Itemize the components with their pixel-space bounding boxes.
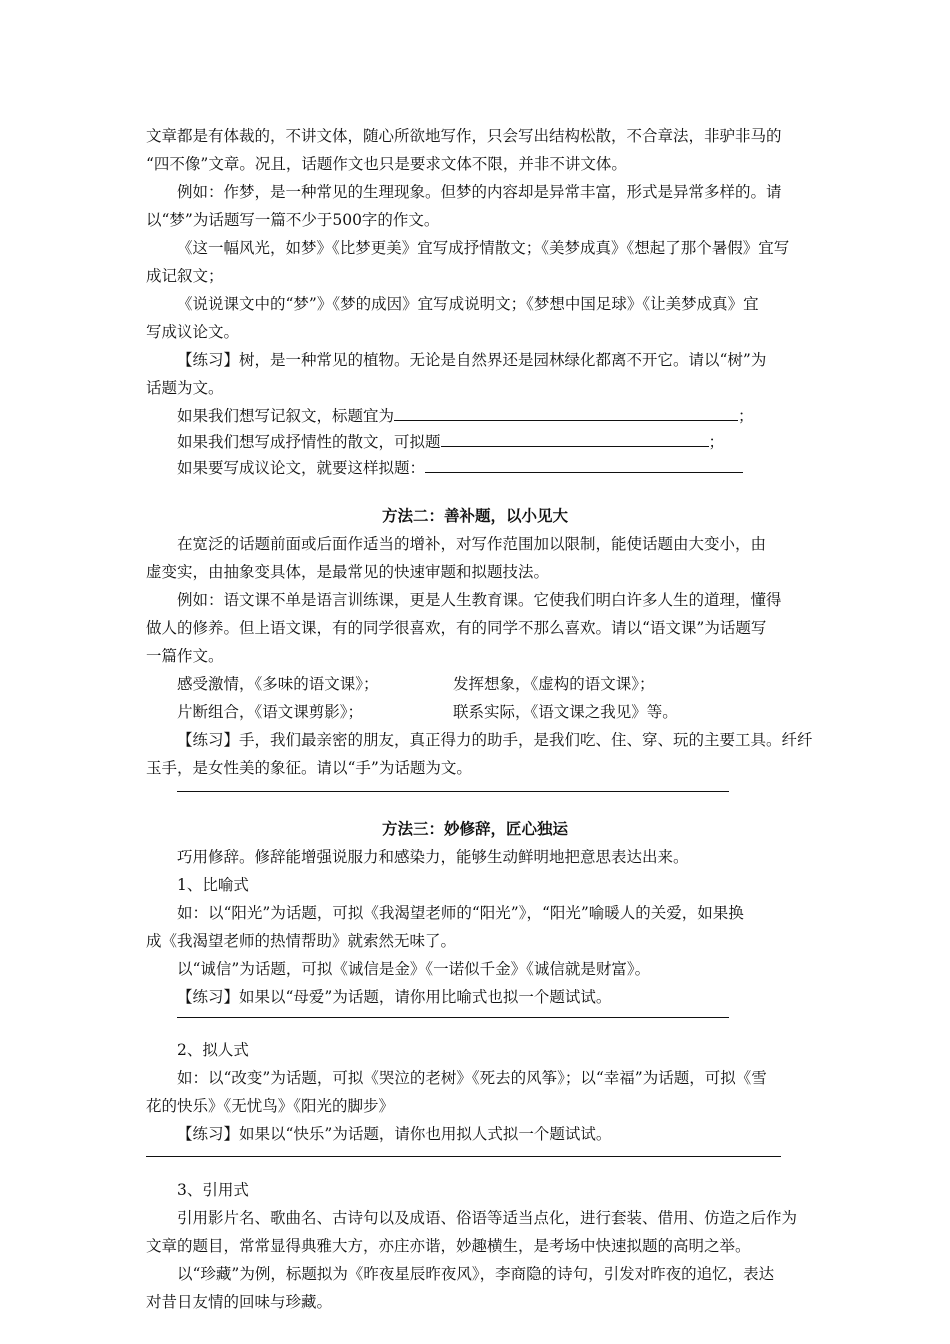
answer-blank[interactable] (425, 456, 743, 473)
subsection-label: 2、拟人式 (177, 1041, 249, 1059)
answer-line[interactable] (177, 791, 729, 792)
answer-line[interactable] (177, 1017, 729, 1018)
paragraph-line: 一篇作文。 (146, 647, 224, 665)
paragraph-line: 以“梦”为话题写一篇不少于500字的作文。 (146, 211, 440, 229)
paragraph-line: 例如：语文课不单是语言训练课，更是人生教育课。它使我们明白许多人生的道理，懂得 (177, 591, 782, 609)
example-row (177, 672, 655, 696)
example-title: 感受激情，《多味的语文课》； (177, 675, 379, 693)
paragraph-line: 对昔日友情的回味与珍藏。 (146, 1293, 333, 1311)
example-title: 片断组合，《语文课剪影》； (177, 703, 364, 721)
paragraph-line: 文章都是有体裁的，不讲文体，随心所欲地写作，只会写出结构松散，不合章法，非驴非马的 (146, 127, 782, 145)
exercise-line: 话题为文。 (146, 379, 224, 397)
fill-in-end: ； (738, 407, 754, 425)
fill-in-lyric (177, 430, 724, 454)
section-heading: 方法二：善补题，以小见大 (381, 506, 568, 525)
fill-in-label: 如果我们想写记叙文，标题宜为 (177, 407, 395, 425)
paragraph-line: 在宽泛的话题前面或后面作适当的增补，对写作范围加以限制，能使话题由大变小，由 (177, 535, 767, 553)
paragraph-line: 如：以“阳光”为话题，可拟《我渴望老师的“阳光”》，“阳光”喻暖人的关爱，如果换 (177, 904, 744, 922)
paragraph-line: 成《我渴望老师的热情帮助》就索然无味了。 (146, 932, 457, 950)
answer-line[interactable] (146, 1156, 781, 1157)
paragraph-line: 引用影片名、歌曲名、古诗句以及成语、俗语等适当点化，进行套装、借用、仿造之后作为 (177, 1209, 798, 1227)
fill-in-argument (177, 456, 743, 480)
answer-blank[interactable] (441, 430, 709, 447)
exercise-line: 玉手，是女性美的象征。请以“手”为话题为文。 (146, 759, 472, 777)
exercise-line: 【练习】如果以“快乐”为话题，请你也用拟人式拟一个题试试。 (177, 1125, 612, 1143)
exercise-line: 【练习】树，是一种常见的植物。无论是自然界还是园林绿化都离不开它。请以“树”为 (177, 351, 767, 369)
paragraph-line: 做人的修养。但上语文课，有的同学很喜欢，有的同学不那么喜欢。请以“语文课”为话题写 (146, 619, 767, 637)
example-title: 发挥想象，《虚构的语文课》； (453, 675, 655, 693)
exercise-line: 【练习】手，我们最亲密的朋友，真正得力的助手，是我们吃、住、穿、玩的主要工具。纤纤 (177, 731, 813, 749)
subsection-label: 1、比喻式 (177, 876, 249, 894)
paragraph-line: 花的快乐》《无忧鸟》《阳光的脚步》 (146, 1097, 395, 1115)
paragraph-line: 写成议论文。 (146, 323, 240, 341)
section-heading: 方法三：妙修辞，匠心独运 (381, 819, 568, 838)
paragraph-line: 以“诚信”为话题，可拟《诚信是金》《一诺似千金》《诚信就是财富》。 (177, 960, 651, 978)
example-row (177, 700, 678, 724)
paragraph-line: 如：以“改变”为话题，可拟《哭泣的老树》《死去的风筝》；以“幸福”为话题，可拟《雪 (177, 1069, 767, 1087)
paragraph-line: 成记叙文； (146, 267, 224, 285)
paragraph-line: 巧用修辞。修辞能增强说服力和感染力，能够生动鲜明地把意思表达出来。 (177, 848, 689, 866)
exercise-line: 【练习】如果以“母爱”为话题，请你用比喻式也拟一个题试试。 (177, 988, 612, 1006)
paragraph-line: 《这一幅风光，如梦》《比梦更美》宜写成抒情散文；《美梦成真》《想起了那个暑假》宜写 (177, 239, 790, 257)
paragraph-line: 以“珍藏”为例，标题拟为《昨夜星辰昨夜风》，李商隐的诗句，引发对昨夜的追忆，表达 (177, 1265, 775, 1283)
paragraph-line: 虚变实，由抽象变具体，是最常见的快速审题和拟题技法。 (146, 563, 550, 581)
example-title: 联系实际，《语文课之我见》等。 (453, 703, 678, 721)
fill-in-narrative (177, 404, 754, 428)
paragraph-line: 例如：作梦，是一种常见的生理现象。但梦的内容却是异常丰富，形式是异常多样的。请 (177, 183, 782, 201)
paragraph-line: “四不像”文章。况且，话题作文也只是要求文体不限，并非不讲文体。 (146, 155, 627, 173)
answer-blank[interactable] (394, 404, 738, 421)
subsection-label: 3、引用式 (177, 1181, 249, 1199)
paragraph-line: 《说说课文中的“梦”》《梦的成因》宜写成说明文；《梦想中国足球》《让美梦成真》宜 (177, 295, 759, 313)
fill-in-end: ； (708, 433, 725, 451)
paragraph-line: 文章的题目，常常显得典雅大方，亦庄亦谐，妙趣横生，是考场中快速拟题的高明之举。 (146, 1237, 751, 1255)
fill-in-label: 如果要写成议论文，就要这样拟题： (177, 459, 426, 477)
fill-in-label: 如果我们想写成抒情性的散文，可拟题 (177, 433, 441, 451)
